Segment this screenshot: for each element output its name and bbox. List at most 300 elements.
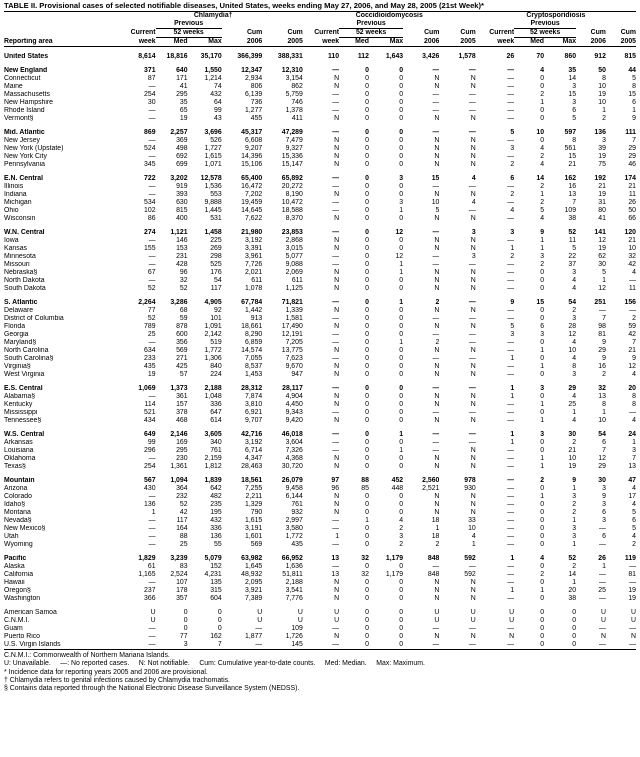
table-row	[4, 153, 636, 161]
value-cell: 86	[147, 215, 156, 222]
value-cell: —	[148, 153, 156, 160]
value-cell: 9	[632, 355, 636, 362]
value-cell: 1,339	[285, 307, 303, 314]
value-cell: 9,888	[204, 199, 222, 206]
value-cell: 5	[510, 129, 515, 136]
value-cell: 1	[540, 493, 545, 500]
value-cell: 521	[144, 409, 156, 416]
value-cell: 0	[399, 385, 404, 392]
value-cell: 4,450	[285, 401, 303, 408]
value-cell: 26,079	[281, 477, 303, 484]
value-cell: 13	[598, 393, 606, 400]
value-cell: 1,378	[285, 107, 303, 114]
value-cell: 0	[365, 501, 369, 508]
value-cell: 7	[632, 339, 636, 346]
area-cell: Ohio	[4, 207, 19, 214]
value-cell: 7	[602, 315, 606, 322]
value-cell: 0	[540, 525, 545, 532]
table-row	[4, 285, 636, 293]
value-cell: 4	[572, 339, 577, 346]
value-cell: 0	[365, 145, 369, 152]
value-cell: —	[599, 579, 606, 586]
value-cell: 0	[365, 633, 369, 640]
value-cell: 2,257	[170, 129, 188, 136]
value-cell: 371	[144, 67, 156, 74]
value-cell: N	[470, 447, 476, 454]
value-cell: —	[148, 83, 156, 90]
value-cell: 1,442	[245, 307, 263, 314]
value-cell: 4	[572, 355, 577, 362]
value-cell: —	[629, 307, 636, 314]
value-cell: 65	[179, 107, 188, 114]
value-cell: 435	[144, 363, 156, 370]
value-cell: 0	[399, 161, 404, 168]
table-row	[4, 533, 636, 541]
year-2005-label: 2005	[439, 38, 475, 47]
value-cell: 919	[176, 183, 188, 190]
value-cell: N	[334, 145, 340, 152]
value-cell: 1,615	[204, 153, 222, 160]
value-cell: 3	[510, 145, 515, 152]
value-cell: —	[507, 339, 515, 346]
value-cell: 29	[598, 463, 606, 470]
value-cell: 1	[399, 269, 404, 276]
value-cell: 1	[540, 463, 545, 470]
value-cell: 145	[262, 641, 303, 650]
value-cell: N	[434, 269, 440, 276]
value-cell: 3	[540, 253, 545, 260]
area-cell: Idaho§	[4, 501, 26, 508]
value-cell: 3	[572, 83, 577, 90]
value-cell: 8	[572, 363, 577, 370]
value-cell: —	[507, 541, 515, 548]
value-cell: 0	[540, 355, 545, 362]
value-cell: 21,980	[241, 229, 263, 236]
table-row	[4, 145, 636, 153]
value-cell: 18,661	[241, 323, 263, 330]
value-cell: 3	[540, 385, 545, 392]
value-cell: 3,191	[245, 525, 263, 532]
value-cell: 736	[250, 99, 263, 106]
value-cell: 4	[540, 161, 545, 168]
value-cell: N	[470, 371, 476, 378]
value-cell: 3,154	[285, 75, 303, 82]
value-cell: 32	[361, 555, 369, 562]
area-cell: New York (Upstate)	[4, 145, 64, 152]
value-cell: 0	[572, 617, 577, 624]
value-cell: 0	[540, 315, 545, 322]
value-cell: 569	[250, 541, 263, 548]
value-cell: 42	[628, 331, 636, 338]
value-cell: 225	[210, 237, 222, 244]
value-cell: N	[631, 633, 636, 640]
value-cell: 12	[395, 253, 404, 260]
value-cell: 192	[594, 175, 606, 182]
value-cell: —	[476, 641, 514, 650]
value-cell: 789	[144, 323, 156, 330]
value-cell: 378	[176, 409, 188, 416]
value-cell: 120	[624, 229, 636, 236]
value-cell: —	[507, 67, 515, 74]
value-cell: 26	[598, 555, 606, 562]
value-cell: 1,550	[204, 67, 222, 74]
value-cell: —	[332, 315, 340, 322]
value-cell: 0	[365, 215, 369, 222]
value-cell: —	[332, 625, 340, 632]
value-cell: —	[332, 261, 340, 268]
value-cell: N	[470, 509, 476, 516]
value-cell: —	[332, 525, 340, 532]
med-label: Med	[514, 38, 544, 47]
value-cell: 455	[250, 115, 263, 122]
value-cell: 9,088	[285, 261, 303, 268]
value-cell: 195	[210, 509, 222, 516]
table-row	[4, 191, 636, 199]
value-cell: 2,868	[285, 237, 303, 244]
value-cell: 135	[210, 579, 222, 586]
table-row	[4, 541, 636, 549]
value-cell: 28,117	[282, 385, 303, 392]
value-cell: 1	[540, 245, 545, 252]
table-row	[4, 463, 636, 471]
table-row	[4, 555, 636, 563]
value-cell: —	[432, 409, 440, 416]
value-cell: 0	[365, 439, 369, 446]
value-cell: 14,396	[241, 153, 263, 160]
value-cell: 92	[214, 307, 222, 314]
value-cell: 7,255	[245, 485, 263, 492]
value-cell: 1	[540, 237, 545, 244]
value-cell: 0	[365, 315, 369, 322]
value-cell: 136	[144, 501, 156, 508]
value-cell: N	[434, 371, 440, 378]
value-cell: N	[434, 417, 440, 424]
value-cell: 4	[510, 207, 515, 214]
value-cell: 5	[632, 509, 636, 516]
value-cell: —	[222, 641, 263, 650]
value-cell: 1,839	[204, 477, 222, 484]
value-cell: 7,479	[285, 137, 303, 144]
table-row	[4, 563, 636, 571]
value-cell: 14	[568, 75, 577, 82]
area-cell: Pacific	[4, 555, 27, 562]
value-cell: 0	[217, 617, 222, 624]
value-cell: 97	[331, 477, 340, 484]
value-cell: 0	[365, 307, 369, 314]
value-cell: —	[507, 215, 515, 222]
value-cell: 1	[510, 587, 515, 594]
value-cell: 0	[365, 129, 369, 136]
value-cell: 1	[602, 107, 606, 114]
value-cell: 1,094	[170, 477, 188, 484]
value-cell: 171	[176, 75, 188, 82]
value-cell: 592	[464, 555, 476, 562]
value-cell: 0	[365, 253, 369, 260]
area-cell: Montana	[4, 509, 31, 516]
value-cell: 0	[365, 393, 369, 400]
value-cell: 110	[327, 53, 340, 60]
value-cell: 251	[594, 299, 606, 306]
value-cell: —	[468, 183, 476, 190]
group-cryptosporidiosis: Cryptosporidiosis	[476, 12, 636, 21]
value-cell: 1	[399, 299, 404, 306]
value-cell: 3,696	[204, 129, 222, 136]
value-cell: 1,214	[204, 75, 222, 82]
value-cell: 52	[179, 501, 188, 508]
value-cell: 33	[468, 517, 476, 524]
value-cell: 2	[435, 541, 440, 548]
value-cell: 5	[540, 207, 545, 214]
cum-label: Cum	[246, 29, 263, 36]
value-cell: 1,578	[458, 53, 476, 60]
value-cell: N	[470, 595, 476, 602]
value-cell: —	[148, 191, 156, 198]
value-cell: 3	[399, 175, 404, 182]
value-cell: 0	[540, 617, 545, 624]
value-cell: N	[434, 363, 440, 370]
value-cell: 8	[632, 401, 636, 408]
value-cell: 0	[183, 617, 188, 624]
value-cell: 0	[365, 617, 369, 624]
table-row	[4, 107, 636, 115]
value-cell: 8,370	[285, 215, 303, 222]
value-cell: 0	[399, 99, 404, 106]
value-cell: 3	[602, 501, 606, 508]
value-cell: 0	[365, 75, 369, 82]
value-cell: 19	[568, 463, 577, 470]
value-cell: 295	[176, 447, 188, 454]
value-cell: —	[507, 463, 515, 470]
value-cell: 19	[628, 595, 636, 602]
area-cell: North Carolina	[4, 347, 49, 354]
value-cell: —	[332, 129, 340, 136]
value-cell: 13	[568, 191, 577, 198]
value-cell: 3,286	[170, 299, 188, 306]
value-cell: 361	[176, 393, 188, 400]
value-cell: 848	[427, 571, 440, 578]
year-2006-label: 2006	[576, 38, 606, 47]
table-row	[4, 115, 636, 123]
cum-label: Cum	[460, 29, 476, 36]
value-cell: N	[470, 245, 476, 252]
value-cell: 611	[291, 277, 303, 284]
value-cell: 12,578	[200, 175, 222, 182]
value-cell: 0	[365, 229, 369, 236]
value-cell: 18	[431, 533, 440, 540]
value-cell: —	[507, 595, 515, 602]
value-cell: 699	[176, 161, 188, 168]
value-cell: —	[148, 253, 156, 260]
value-cell: 14	[536, 175, 545, 182]
value-cell: 0	[365, 339, 369, 346]
value-cell: —	[576, 641, 606, 650]
value-cell: 3	[602, 137, 606, 144]
value-cell: 1	[510, 385, 515, 392]
value-cell: 7	[632, 455, 636, 462]
value-cell: —	[468, 129, 476, 136]
value-cell: 295	[176, 91, 188, 98]
value-cell: —	[507, 237, 515, 244]
value-cell: U	[334, 617, 340, 624]
value-cell: 0	[540, 277, 545, 284]
value-cell: 30	[598, 477, 606, 484]
table-row	[4, 67, 636, 75]
value-cell: 70	[536, 53, 545, 60]
value-cell: —	[507, 115, 515, 122]
value-cell: —	[629, 277, 636, 284]
value-cell: 1,615	[245, 517, 263, 524]
value-cell: 0	[365, 455, 369, 462]
value-cell: 274	[144, 229, 156, 236]
value-cell: 3	[572, 371, 577, 378]
value-cell: 52	[568, 555, 577, 562]
table-row	[4, 625, 636, 633]
value-cell: 1	[399, 261, 404, 268]
table-row	[4, 215, 636, 223]
area-cell: E.S. Central	[4, 385, 43, 392]
value-cell: —	[332, 355, 340, 362]
value-cell: N	[334, 455, 340, 462]
value-cell: 5	[510, 323, 515, 330]
reporting-area-header: Reporting area	[4, 38, 124, 47]
value-cell: 10	[628, 245, 636, 252]
area-cell: North Dakota	[4, 277, 45, 284]
value-cell: 0	[540, 83, 545, 90]
value-cell: 52	[147, 285, 156, 292]
value-cell: N	[509, 633, 515, 640]
value-cell: 298	[210, 253, 222, 260]
value-cell: N	[470, 191, 476, 198]
value-cell: —	[148, 183, 156, 190]
value-cell: 3	[572, 315, 577, 322]
value-cell: —	[332, 409, 340, 416]
table-row	[4, 339, 636, 347]
area-cell: Puerto Rico	[4, 633, 41, 640]
area-cell: Mountain	[4, 477, 35, 484]
value-cell: 7	[602, 447, 606, 454]
value-cell: —	[507, 501, 515, 508]
max-label: Max	[188, 38, 222, 47]
value-cell: N	[434, 245, 440, 252]
value-cell: 336	[210, 525, 222, 532]
value-cell: 7,874	[245, 393, 263, 400]
value-cell: 526	[210, 137, 222, 144]
value-cell: 2	[572, 563, 577, 570]
value-cell: 4	[632, 417, 636, 424]
value-cell: 0	[365, 175, 369, 182]
value-cell: 2	[572, 307, 577, 314]
value-cell: —	[629, 409, 636, 416]
value-cell: 0	[399, 563, 404, 570]
value-cell: 4	[471, 533, 476, 540]
value-cell: 63,982	[241, 555, 263, 562]
value-cell: 0	[399, 363, 404, 370]
value-cell: 54	[214, 277, 222, 284]
value-cell: N	[470, 455, 476, 462]
value-cell: 0	[399, 409, 404, 416]
value-cell: 50	[628, 207, 636, 214]
value-cell: 2	[510, 191, 515, 198]
value-cell: 1	[572, 579, 577, 586]
value-cell: 0	[339, 641, 369, 650]
value-cell: —	[148, 517, 156, 524]
value-cell: 178	[176, 587, 188, 594]
value-cell: 235	[210, 501, 222, 508]
value-cell: 0	[217, 609, 222, 616]
area-cell: Tennessee§	[4, 417, 42, 424]
value-cell: —	[629, 579, 636, 586]
value-cell: 102	[144, 207, 156, 214]
value-cell: —	[599, 541, 606, 548]
value-cell: —	[507, 579, 515, 586]
value-cell: —	[507, 99, 515, 106]
value-cell: 7,622	[245, 215, 263, 222]
value-cell: 7,055	[245, 355, 263, 362]
value-cell: U	[434, 617, 440, 624]
value-cell: 0	[399, 215, 404, 222]
value-cell: 30,720	[281, 463, 303, 470]
value-cell: U	[150, 617, 156, 624]
area-cell: Illinois	[4, 183, 24, 190]
value-cell: 6	[632, 99, 636, 106]
value-cell: 0	[399, 137, 404, 144]
value-cell: 8,537	[245, 363, 263, 370]
area-cell: California	[4, 571, 34, 578]
value-cell: 0	[365, 609, 369, 616]
value-cell: N	[334, 463, 340, 470]
value-cell: 20	[628, 385, 636, 392]
value-cell: 5,759	[285, 91, 303, 98]
value-cell: —	[332, 339, 340, 346]
area-cell: Arkansas	[4, 439, 33, 446]
value-cell: 2	[540, 571, 545, 578]
value-cell: 9,343	[285, 409, 303, 416]
value-cell: 12	[598, 455, 606, 462]
area-cell: Utah	[4, 533, 19, 540]
table-row	[4, 455, 636, 463]
max-label: Max	[369, 38, 403, 47]
value-cell: 0	[365, 347, 369, 354]
value-cell: 21	[628, 183, 636, 190]
value-cell: 2	[540, 261, 545, 268]
value-cell: 567	[144, 477, 156, 484]
value-cell: N	[470, 493, 476, 500]
value-cell: 0	[365, 137, 369, 144]
value-cell: 68	[179, 307, 188, 314]
value-cell: 7,389	[245, 595, 263, 602]
value-cell: 9	[602, 339, 606, 346]
value-cell: 388,331	[277, 53, 303, 60]
table-row	[4, 75, 636, 83]
value-cell: —	[148, 277, 156, 284]
value-cell: 1,636	[285, 563, 303, 570]
value-cell: 315	[210, 587, 222, 594]
current-label: Current	[489, 29, 515, 36]
area-cell: Rhode Island	[4, 107, 45, 114]
value-cell: 32	[361, 571, 369, 578]
table-body	[4, 47, 636, 650]
table-row	[4, 447, 636, 455]
value-cell: 96	[179, 269, 188, 276]
value-cell: 4	[632, 485, 636, 492]
value-cell: 878	[176, 323, 188, 330]
value-cell: 790	[250, 509, 263, 516]
value-cell: —	[599, 525, 606, 532]
value-cell: 0	[399, 463, 404, 470]
value-cell: 0	[365, 107, 369, 114]
value-cell: 0	[399, 115, 404, 122]
value-cell: —	[507, 269, 515, 276]
